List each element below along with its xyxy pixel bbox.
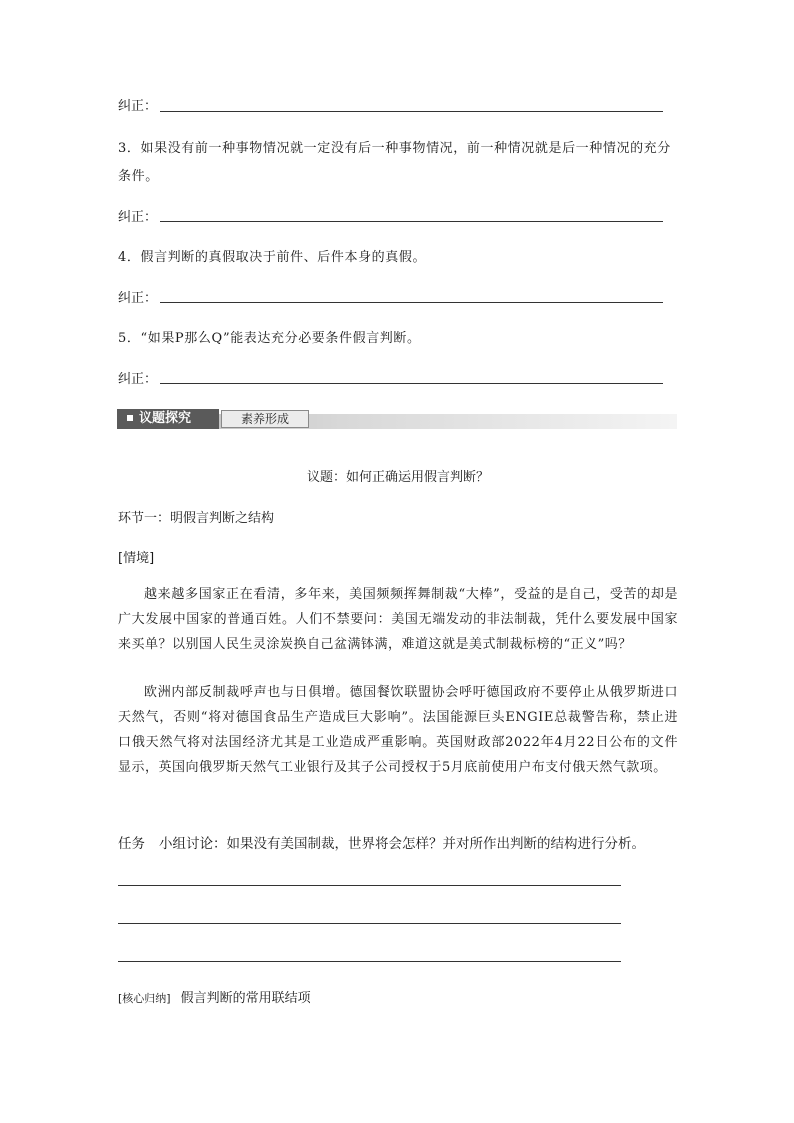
core-text: 假言判断的常用联结项 [180, 991, 311, 1006]
task-text: 小组讨论：如果没有美国制裁，世界将会怎样？并对所作出判断的结构进行分析。 [159, 836, 645, 852]
task-line [118, 832, 645, 852]
statement-item-3: 3．如果没有前一种事物情况就一定没有后一种事物情况，前一种情况就是后一种情况的充分 [118, 141, 671, 156]
correction-label: 纠正： [118, 210, 158, 225]
correction-answer-line[interactable] [160, 383, 663, 384]
answer-line[interactable] [118, 885, 621, 886]
correction-label: 纠正： [118, 99, 158, 114]
answer-line[interactable] [118, 961, 621, 962]
context-paragraph-2: 欧洲内部反制裁呼声也与日俱增。德国餐饮联盟协会呼吁德国政府不要停止从俄罗斯进口天然气，否则“将对德国食品生产造成巨大影响”。法国能源巨头ENGIE总裁警告称，禁止进口俄天然气将对法国经济尤其是工业造成严重影响。英国财政部2022年4月22日公布的文件显示，英国向俄罗斯天然气工业银行及其子公司授权于5月底前使用户布支付俄天然气款项。 [118, 685, 678, 775]
context-tag: [情境] [118, 551, 155, 566]
banner-subtitle: 素养形成 [221, 410, 309, 428]
step-heading: 环节一：明假言判断之结构 [118, 511, 275, 526]
core-summary [118, 987, 311, 1006]
correction-answer-line[interactable] [160, 302, 663, 303]
answer-line[interactable] [118, 923, 621, 924]
square-bullet-icon [127, 415, 133, 421]
correction-label: 纠正： [118, 372, 158, 387]
task-label: 任务 [118, 836, 145, 852]
core-tag: [核心归纳] [118, 992, 171, 1005]
statement-item-4: 4．假言判断的真假取决于前件、后件本身的真假。 [118, 250, 427, 265]
banner-title-text: 议题探究 [139, 411, 192, 426]
correction-answer-line[interactable] [160, 111, 663, 112]
correction-answer-line[interactable] [160, 221, 663, 222]
statement-item-5: 5．“如果P那么Q”能表达充分必要条件假言判断。 [118, 331, 421, 346]
context-paragraph-1: 越来越多国家正在看清，多年来，美国频频挥舞制裁“大棒”，受益的是自己，受苦的却是广大发展中国家的普通百姓。人们不禁要问：美国无端发动的非法制裁，凭什么要发展中国家来买单？以别国人民生灵涂炭换自己盆满钵满，难道这就是美式制裁标榜的“正义”吗？ [118, 587, 678, 652]
section-banner [117, 409, 677, 429]
statement-item-3-cont: 条件。 [118, 169, 159, 184]
banner-title [117, 409, 219, 429]
topic-title: 议题：如何正确运用假言判断？ [306, 470, 489, 485]
correction-label: 纠正： [118, 291, 158, 306]
